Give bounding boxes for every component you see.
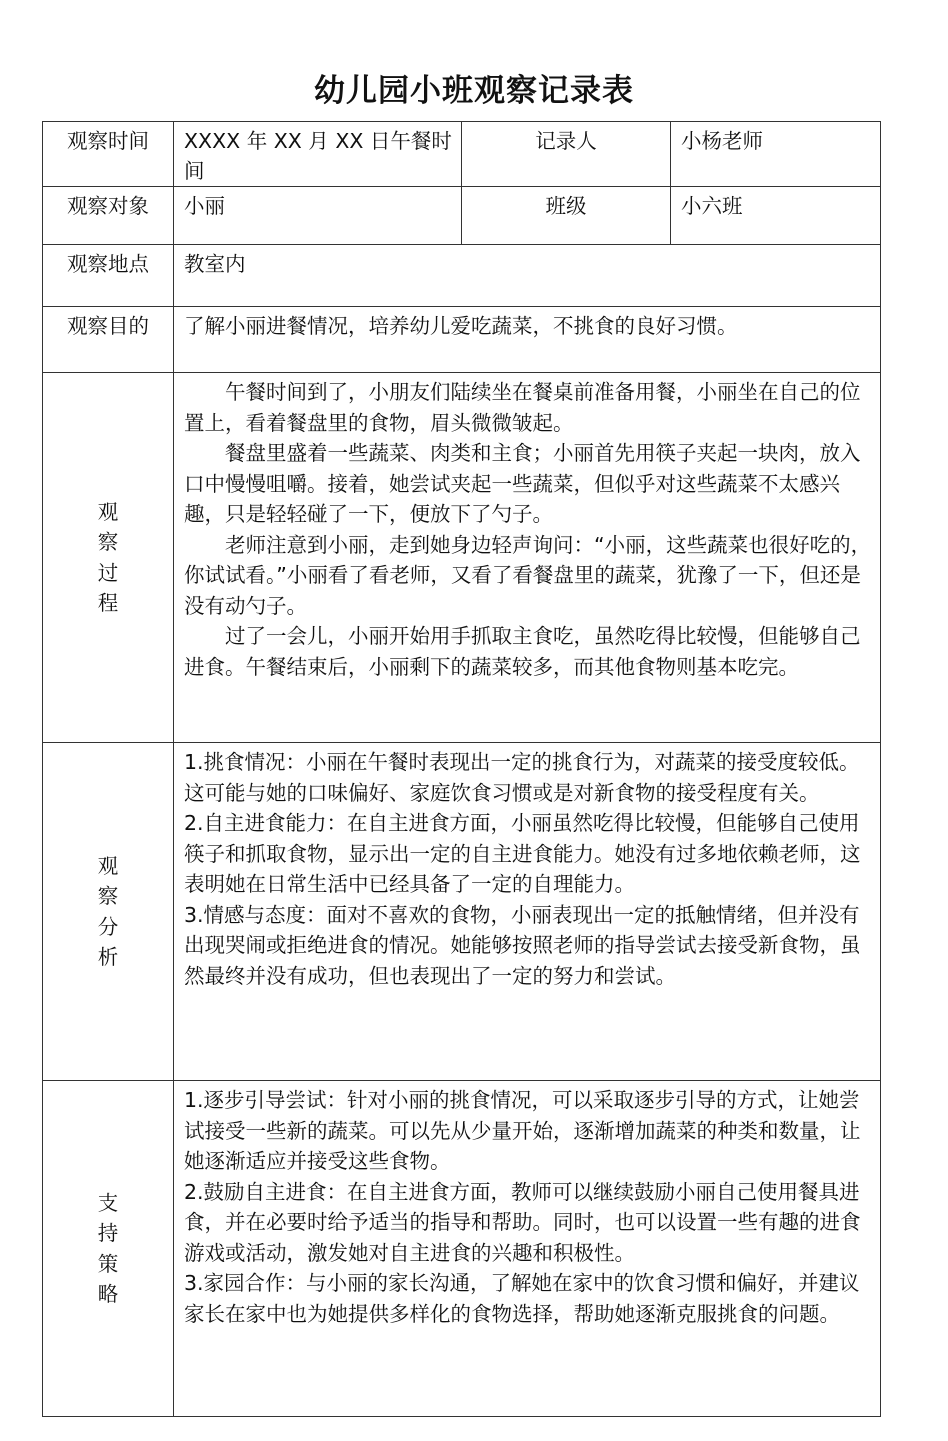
process-label-cell (43, 373, 174, 743)
strategy-item: 2.鼓励自主进食：在自主进食方面，教师可以继续鼓励小丽自己使用餐具进食，并在必要时给予适当的指导和帮助。同时，也可以设置一些有趣的进食游戏或活动，激发她对自主进食的兴趣和积极性。 (184, 1179, 861, 1265)
analysis-content (174, 743, 881, 1081)
process-paragraph: 午餐时间到了，小朋友们陆续坐在餐桌前准备用餐，小丽坐在自己的位置上，看着餐盘里的食物，眉头微微皱起。 (184, 380, 861, 435)
strategy-label-cell (43, 1081, 174, 1417)
row-analysis (43, 743, 881, 1081)
process-paragraph: 老师注意到小丽，走到她身边轻声询问：“小丽，这些蔬菜也很好吃的，你试试看。”小丽看了看老师，又看了看餐盘里的蔬菜，犹豫了一下，但还是没有动勺子。 (184, 532, 872, 618)
page-title: 幼儿园小班观察记录表 (314, 73, 634, 109)
row-purpose (43, 307, 881, 373)
analysis-item: 3.情感与态度：面对不喜欢的食物，小丽表现出一定的抵触情绪，但并没有出现哭闹或拒绝进食的情况。她能够按照老师的指导尝试去接受新食物，虽然最终并没有成功，但也表现出了一定的努力和尝试。 (184, 902, 861, 988)
analysis-label: 观察分析 (97, 853, 119, 969)
location-label: 观察地点 (43, 245, 174, 307)
process-paragraph: 餐盘里盛着一些蔬菜、肉类和主食；小丽首先用筷子夹起一块肉，放入口中慢慢咀嚼。接着，她尝试夹起一些蔬菜，但似乎对这些蔬菜不太感兴趣，只是轻轻碰了一下，便放下了勺子。 (184, 441, 861, 526)
recorder-label: 记录人 (462, 122, 671, 187)
process-content (174, 373, 881, 743)
row-location (43, 245, 881, 307)
process-label: 观察过程 (97, 499, 119, 615)
row-process (43, 373, 881, 743)
analysis-item: 2.自主进食能力：在自主进食方面，小丽虽然吃得比较慢，但能够自己使用筷子和抓取食物，显示出一定的自主进食能力。她没有过多地依赖老师，这表明她在日常生活中已经具备了一定的自理能力。 (184, 811, 861, 896)
row-subject (43, 187, 881, 245)
time-label: 观察时间 (43, 122, 174, 187)
strategy-label: 支持策略 (97, 1190, 119, 1306)
class-label: 班级 (462, 187, 671, 245)
purpose-label: 观察目的 (43, 307, 174, 373)
row-strategy (43, 1081, 881, 1417)
strategy-item: 1.逐步引导尝试：针对小丽的挑食情况，可以采取逐步引导的方式，让她尝试接受一些新的蔬菜。可以先从少量开始，逐渐增加蔬菜的种类和数量，让她逐渐适应并接受这些食物。 (184, 1088, 861, 1173)
subject-value: 小丽 (174, 187, 462, 245)
class-value: 小六班 (671, 187, 881, 245)
time-value: XXXX 年 XX 月 XX 日午餐时间 (174, 122, 462, 187)
subject-label: 观察对象 (43, 187, 174, 245)
purpose-value: 了解小丽进餐情况，培养幼儿爱吃蔬菜，不挑食的良好习惯。 (174, 307, 881, 373)
strategy-item: 3.家园合作：与小丽的家长沟通，了解她在家中的饮食习惯和偏好，并建议家长在家中也为她提供多样化的食物选择，帮助她逐渐克服挑食的问题。 (184, 1271, 860, 1326)
location-value: 教室内 (174, 245, 881, 307)
analysis-label-cell (43, 743, 174, 1081)
process-paragraph: 过了一会儿，小丽开始用手抓取主食吃，虽然吃得比较慢，但能够自己进食。午餐结束后，小丽剩下的蔬菜较多，而其他食物则基本吃完。 (184, 624, 861, 679)
analysis-item: 1.挑食情况：小丽在午餐时表现出一定的挑食行为，对蔬菜的接受度较低。这可能与她的口味偏好、家庭饮食习惯或是对新食物的接受程度有关。 (184, 750, 860, 805)
observation-record-table (42, 121, 881, 1417)
recorder-value: 小杨老师 (671, 122, 881, 187)
row-time (43, 122, 881, 187)
strategy-content (174, 1081, 881, 1417)
